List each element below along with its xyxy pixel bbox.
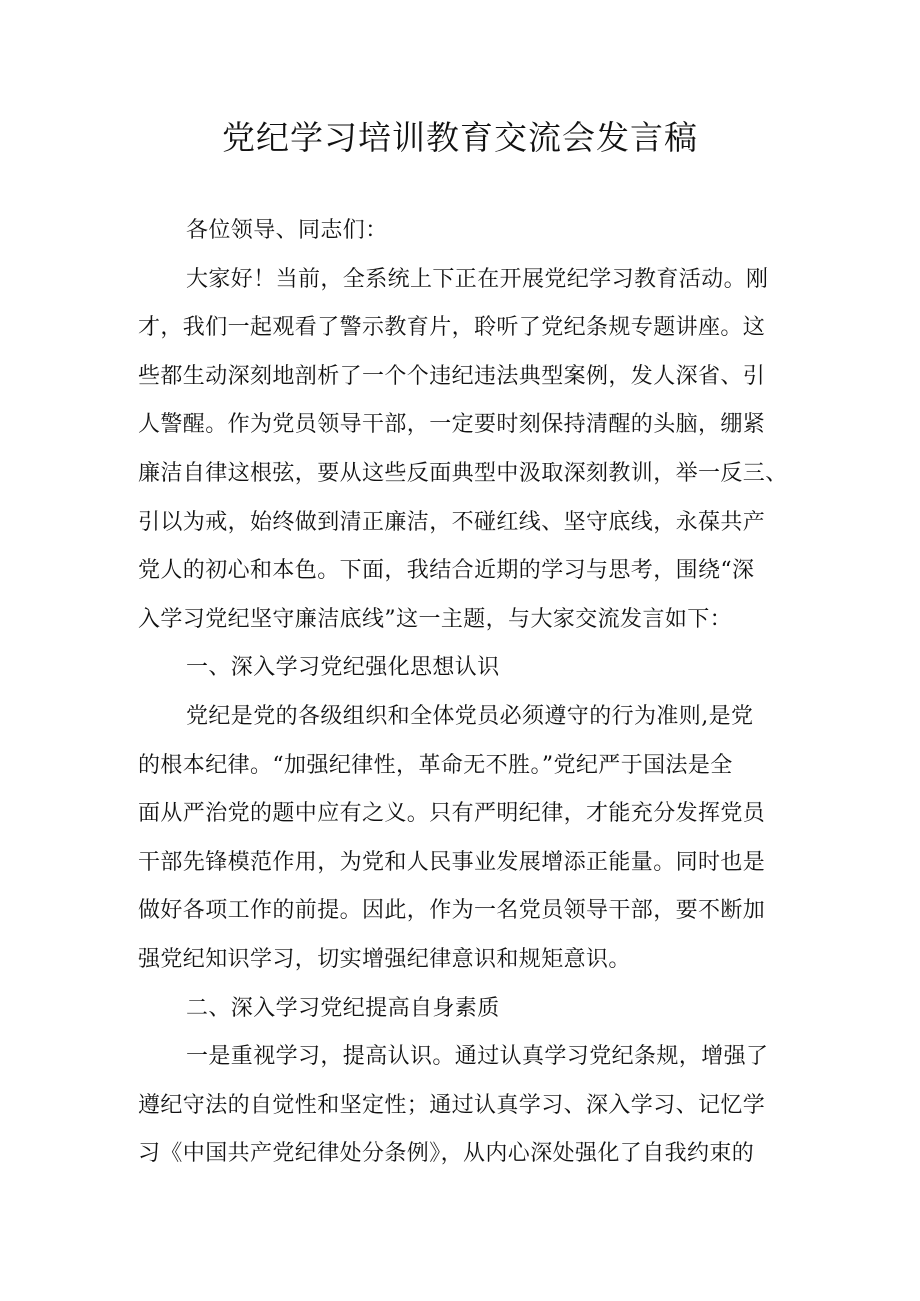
body-line: 党人的初心和本色。下面，我结合近期的学习与思考，围绕“深: [138, 558, 755, 584]
body-line: 面从严治党的题中应有之义。只有严明纪律，才能充分发挥党员: [138, 801, 766, 827]
body-line: 大家好！当前，全系统上下正在开展党纪学习教育活动。刚: [186, 266, 769, 292]
body-line: 才，我们一起观看了警示教育片，聆听了党纪条规专题讲座。这: [138, 315, 766, 341]
body-line: 各位领导、同志们：: [186, 218, 388, 243]
body-line: 习《中国共产党纪律处分条例》，从内心深处强化了自我约束的: [138, 1141, 755, 1167]
body-line: 引以为戒，始终做到清正廉洁，不碰红线、坚守底线，永葆共产: [138, 509, 766, 535]
body-line: 人警醒。作为党员领导干部，一定要时刻保持清醒的头脑，绷紧: [138, 412, 766, 438]
body-line: 廉洁自律这根弦，要从这些反面典型中汲取深刻教训，举一反三、: [138, 460, 788, 486]
body-line: 干部先锋模范作用，为党和人民事业发展增添正能量。同时也是: [138, 849, 766, 875]
body-line: 些都生动深刻地剖析了一个个违纪违法典型案例，发人深省、引: [138, 363, 766, 389]
body-line: 做好各项工作的前提。因此，作为一名党员领导干部，要不断加: [138, 898, 766, 924]
body-line: 强党纪知识学习，切实增强纪律意识和规矩意识。: [138, 946, 631, 972]
document-body: [138, 207, 798, 1179]
body-line: 党纪是党的各级组织和全体党员必须遵守的行为准则,是党: [186, 703, 754, 729]
body-line: 一、深入学习党纪强化思想认识: [186, 655, 500, 681]
body-line: 遵纪守法的自觉性和坚定性；通过认真学习、深入学习、记忆学: [138, 1092, 766, 1118]
body-line: 的根本纪律。“加强纪律性，革命无不胜。”党纪严于国法是全: [138, 752, 733, 778]
body-line: 二、深入学习党纪提高自身素质: [186, 995, 500, 1021]
body-line: 入学习党纪坚守廉洁底线”这一主题，与大家交流发言如下：: [138, 606, 733, 632]
document-title: 党纪学习培训教育交流会发言稿: [222, 118, 698, 157]
body-line: 一是重视学习，提高认识。通过认真学习党纪条规，增强了: [186, 1044, 769, 1070]
